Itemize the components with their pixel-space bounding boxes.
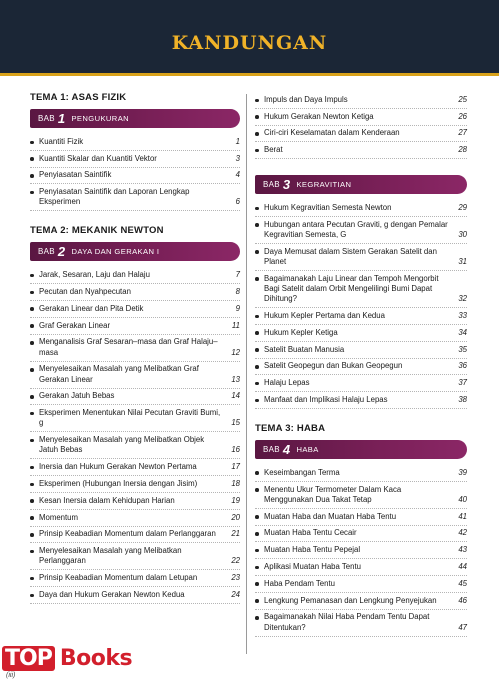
toc-entry[interactable] bbox=[30, 284, 240, 301]
toc-entry-title: Prinsip Keabadian Momentum dalam Perlanggaran bbox=[39, 529, 216, 539]
chapter-banner bbox=[30, 109, 240, 128]
toc-entry-page: 37 bbox=[458, 378, 467, 388]
toc-entry-title: Haba Pendam Tentu bbox=[264, 578, 335, 588]
toc-entry-title: Satelit Geopegun dan Bukan Geopegun bbox=[264, 361, 403, 371]
logo-top-text: TOP bbox=[2, 646, 55, 671]
toc-entry-title: Hukum Gerakan Newton Ketiga bbox=[264, 111, 374, 121]
toc-entry-page: 4 bbox=[235, 170, 240, 180]
toc-list bbox=[255, 465, 467, 637]
toc-entry-page: 9 bbox=[235, 303, 240, 313]
toc-entry-title: Menyelesaikan Masalah yang Melibatkan Perlanggaran bbox=[39, 546, 182, 566]
toc-entry-page: 15 bbox=[231, 418, 240, 428]
chapter-keyword: BAB bbox=[38, 247, 55, 257]
toc-entry-page: 11 bbox=[231, 320, 240, 330]
toc-entry-page: 30 bbox=[458, 229, 467, 239]
toc-entry-page: 16 bbox=[231, 445, 240, 455]
chapter-number: 3 bbox=[282, 177, 291, 193]
chapter-name: DAYA DAN GERAKAN I bbox=[71, 247, 160, 257]
toc-entry-title: Hukum Kepler Ketiga bbox=[264, 327, 338, 337]
toc-entry-page: 42 bbox=[458, 528, 467, 538]
toc-entry-page: 20 bbox=[231, 512, 240, 522]
toc-entry[interactable] bbox=[30, 301, 240, 318]
toc-entry-page: 14 bbox=[231, 391, 240, 401]
toc-entry-title: Menyelesaikan Masalah yang Melibatkan Graf Gerakan Linear bbox=[39, 364, 199, 384]
toc-entry-title: Muatan Haba Tentu Pepejal bbox=[264, 545, 361, 555]
toc-entry[interactable] bbox=[30, 510, 240, 527]
toc-entry[interactable] bbox=[255, 593, 467, 610]
toc-entry-page: 8 bbox=[235, 286, 240, 296]
toc-entry-page: 39 bbox=[458, 467, 467, 477]
toc-entry-page: 29 bbox=[458, 202, 467, 212]
toc-list bbox=[30, 134, 240, 211]
toc-entry[interactable] bbox=[255, 325, 467, 342]
toc-entry-page: 33 bbox=[458, 310, 467, 320]
toc-list bbox=[30, 267, 240, 604]
toc-entry[interactable] bbox=[30, 432, 240, 459]
toc-entry[interactable] bbox=[255, 559, 467, 576]
toc-entry-title: Penyiasatan Saintifik bbox=[39, 170, 112, 180]
toc-entry-title: Momentum bbox=[39, 512, 78, 522]
toc-entry-title: Menganalisis Graf Sesaran–masa dan Graf Halaju–masa bbox=[39, 337, 218, 357]
toc-entry-page: 45 bbox=[458, 578, 467, 588]
toc-entry[interactable] bbox=[30, 405, 240, 432]
toc-entry-title: Manfaat dan Implikasi Halaju Lepas bbox=[264, 394, 388, 404]
tema-heading: TEMA 1: ASAS FIZIK bbox=[30, 92, 127, 103]
toc-entry-title: Hukum Kegravitian Semesta Newton bbox=[264, 202, 392, 212]
toc-entry[interactable] bbox=[255, 482, 467, 509]
page-header bbox=[0, 0, 499, 76]
toc-entry-title: Kuantiti Fizik bbox=[39, 136, 84, 146]
toc-entry-page: 43 bbox=[458, 545, 467, 555]
toc-entry-page: 13 bbox=[231, 374, 240, 384]
left-column bbox=[30, 92, 240, 604]
toc-entry-title: Keseimbangan Terma bbox=[264, 467, 340, 477]
toc-entry[interactable] bbox=[30, 476, 240, 493]
chapter-name: HABA bbox=[296, 444, 319, 454]
toc-entry[interactable] bbox=[255, 142, 467, 159]
toc-entry-page: 23 bbox=[231, 573, 240, 583]
toc-entry-page: 27 bbox=[458, 128, 467, 138]
chapter-keyword: BAB bbox=[38, 114, 55, 123]
toc-entry-title: Satelit Buatan Manusia bbox=[264, 344, 345, 354]
toc-entry-page: 12 bbox=[231, 347, 240, 357]
toc-entry[interactable] bbox=[30, 267, 240, 284]
toc-entry-title: Daya dan Hukum Gerakan Newton Kedua bbox=[39, 589, 185, 599]
chapter-number: 1 bbox=[57, 111, 66, 126]
toc-entry-page: 24 bbox=[231, 589, 240, 599]
toc-entry-title: Jarak, Sesaran, Laju dan Halaju bbox=[39, 270, 150, 280]
toc-entry[interactable] bbox=[255, 217, 467, 244]
toc-entry-page: 41 bbox=[458, 511, 467, 521]
toc-entry[interactable] bbox=[255, 392, 467, 409]
toc-entry[interactable] bbox=[30, 362, 240, 389]
topbooks-logo bbox=[2, 643, 132, 673]
toc-entry[interactable] bbox=[30, 318, 240, 335]
toc-entry-title: Ciri-ciri Keselamatan dalam Kenderaan bbox=[264, 128, 400, 138]
toc-entry-page: 28 bbox=[458, 145, 467, 155]
toc-entry-page: 34 bbox=[458, 327, 467, 337]
toc-entry[interactable] bbox=[30, 335, 240, 362]
toc-entry-page: 35 bbox=[458, 344, 467, 354]
toc-entry[interactable] bbox=[30, 543, 240, 570]
toc-entry[interactable] bbox=[30, 389, 240, 406]
toc-entry-title: Eksperimen (Hubungan Inersia dengan Jisim) bbox=[39, 478, 198, 488]
toc-entry[interactable] bbox=[30, 493, 240, 510]
toc-entry-title: Menentu Ukur Termometer Dalam Kaca Menggunakan Dua Takat Tetap bbox=[264, 484, 402, 504]
toc-entry[interactable] bbox=[30, 134, 240, 151]
toc-entry-title: Pecutan dan Nyahpecutan bbox=[39, 286, 131, 296]
toc-entry-title: Bagaimanakah Laju Linear dan Tempoh Mengorbit Bagi Satelit dalam Orbit Mengelilingi Bumi Dapat Dihitung? bbox=[264, 273, 439, 304]
toc-entry[interactable] bbox=[255, 126, 467, 143]
toc-list bbox=[255, 92, 467, 159]
toc-entry-title: Muatan Haba Tentu Cecair bbox=[264, 528, 357, 538]
toc-entry[interactable] bbox=[255, 465, 467, 482]
toc-entry[interactable] bbox=[30, 459, 240, 476]
toc-entry-title: Eksperimen Menentukan Nilai Pecutan Graviti Bumi, g bbox=[39, 408, 221, 428]
toc-entry-page: 21 bbox=[231, 529, 240, 539]
toc-entry-title: Kuantiti Skalar dan Kuantiti Vektor bbox=[39, 153, 157, 163]
toc-list bbox=[255, 200, 467, 409]
toc-entry-page: 1 bbox=[235, 136, 240, 146]
toc-entry-title: Bagaimanakah Nilai Haba Pendam Tentu Dapat Ditentukan? bbox=[264, 612, 430, 632]
toc-entry[interactable] bbox=[255, 92, 467, 109]
toc-entry[interactable] bbox=[255, 359, 467, 376]
toc-entry[interactable] bbox=[255, 509, 467, 526]
toc-entry-title: Impuls dan Daya Impuls bbox=[264, 94, 348, 104]
toc-entry[interactable] bbox=[255, 610, 467, 637]
toc-entry-page: 31 bbox=[458, 256, 467, 266]
toc-entry[interactable] bbox=[255, 200, 467, 217]
toc-entry-title: Daya Memusat dalam Sistem Gerakan Satelit dan Planet bbox=[264, 246, 437, 266]
toc-entry-page: 6 bbox=[235, 197, 240, 207]
toc-entry[interactable] bbox=[255, 109, 467, 126]
toc-entry-page: 19 bbox=[231, 495, 240, 505]
toc-entry-title: Gerakan Linear dan Pita Detik bbox=[39, 303, 144, 313]
toc-entry-title: Aplikasi Muatan Haba Tentu bbox=[264, 561, 361, 571]
right-column bbox=[255, 92, 467, 637]
toc-entry[interactable] bbox=[255, 342, 467, 359]
toc-entry-title: Kesan Inersia dalam Kehidupan Harian bbox=[39, 495, 175, 505]
toc-entry[interactable] bbox=[30, 587, 240, 604]
toc-entry-title: Muatan Haba dan Muatan Haba Tentu bbox=[264, 511, 397, 521]
toc-entry[interactable] bbox=[30, 168, 240, 185]
toc-entry-page: 44 bbox=[458, 561, 467, 571]
toc-entry-page: 36 bbox=[458, 361, 467, 371]
logo-books-text: Books bbox=[59, 645, 133, 671]
toc-entry-title: Penyiasatan Saintifik dan Laporan Lengkap Eksperimen bbox=[39, 187, 190, 207]
toc-entry-title: Berat bbox=[264, 145, 283, 155]
toc-entry-title: Prinsip Keabadian Momentum dalam Letupan bbox=[39, 573, 198, 583]
toc-entry[interactable] bbox=[30, 527, 240, 544]
toc-entry-page: 38 bbox=[458, 394, 467, 404]
toc-entry-title: Inersia dan Hukum Gerakan Newton Pertama bbox=[39, 462, 197, 472]
toc-entry-title: Graf Gerakan Linear bbox=[39, 320, 111, 330]
toc-entry-page: 32 bbox=[458, 294, 467, 304]
chapter-keyword: BAB bbox=[263, 444, 280, 454]
toc-entry-page: 25 bbox=[458, 94, 467, 104]
toc-entry[interactable] bbox=[255, 576, 467, 593]
tema-heading: TEMA 2: MEKANIK NEWTON bbox=[30, 225, 164, 237]
chapter-banner bbox=[255, 440, 467, 459]
toc-entry-title: Hukum Kepler Pertama dan Kedua bbox=[264, 310, 385, 320]
toc-entry-page: 40 bbox=[458, 494, 467, 504]
toc-entry[interactable] bbox=[30, 184, 240, 211]
toc-entry[interactable] bbox=[30, 151, 240, 168]
toc-entry-title: Menyelesaikan Masalah yang Melibatkan Objek Jatuh Bebas bbox=[39, 435, 205, 455]
toc-entry-title: Hubungan antara Pecutan Graviti, g dengan Pemalar Kegravitian Semesta, G bbox=[264, 219, 448, 239]
toc-entry-page: 7 bbox=[235, 270, 240, 280]
toc-entry-page: 22 bbox=[231, 556, 240, 566]
chapter-number: 2 bbox=[57, 244, 66, 260]
chapter-banner bbox=[30, 242, 240, 261]
toc-entry-title: Gerakan Jatuh Bebas bbox=[39, 391, 115, 401]
toc-entry-page: 26 bbox=[458, 111, 467, 121]
chapter-banner bbox=[255, 175, 467, 194]
toc-entry[interactable] bbox=[255, 271, 467, 308]
toc-entry[interactable] bbox=[255, 244, 467, 271]
toc-entry[interactable] bbox=[255, 526, 467, 543]
toc-entry-title: Halaju Lepas bbox=[264, 378, 310, 388]
toc-entry[interactable] bbox=[255, 308, 467, 325]
tema-heading: TEMA 3: HABA bbox=[255, 422, 326, 434]
toc-entry-page: 46 bbox=[458, 595, 467, 605]
toc-entry-page: 47 bbox=[458, 622, 467, 632]
page-number: (iii) bbox=[6, 672, 16, 679]
toc-entry[interactable] bbox=[255, 542, 467, 559]
toc-entry-page: 18 bbox=[231, 478, 240, 488]
chapter-keyword: BAB bbox=[263, 180, 280, 190]
page-title: KANDUNGAN bbox=[171, 32, 328, 54]
column-divider bbox=[246, 94, 247, 654]
chapter-name: KEGRAVITIAN bbox=[296, 180, 352, 190]
toc-entry-page: 17 bbox=[231, 462, 240, 472]
toc-entry[interactable] bbox=[30, 570, 240, 587]
chapter-number: 4 bbox=[282, 441, 291, 457]
toc-entry-page: 3 bbox=[235, 153, 240, 163]
chapter-name: PENGUKURAN bbox=[71, 114, 130, 123]
toc-entry-title: Lengkung Pemanasan dan Lengkung Penyejukan bbox=[264, 595, 437, 605]
toc-entry[interactable] bbox=[255, 375, 467, 392]
